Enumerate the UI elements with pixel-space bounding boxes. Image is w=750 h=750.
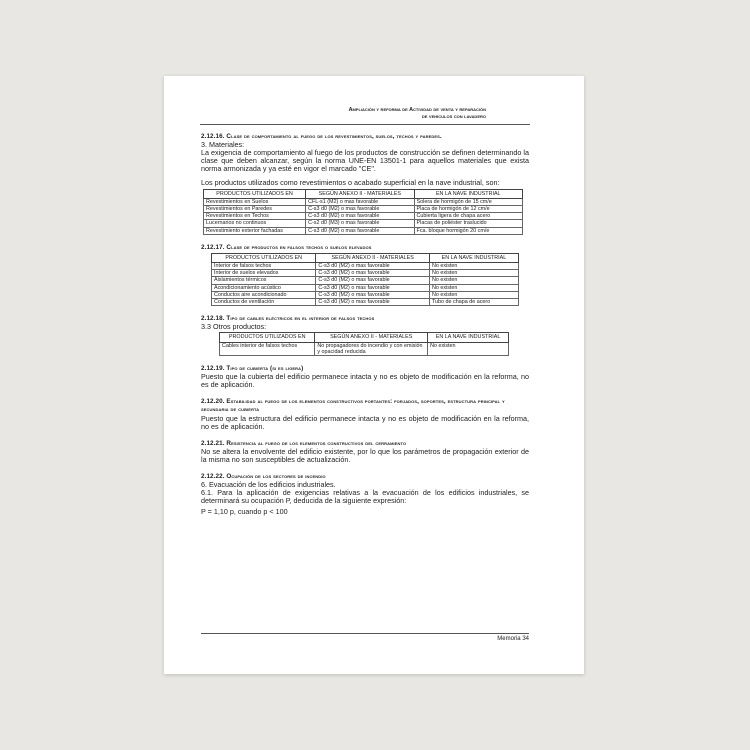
table-cell: Acondicionamiento acústico: [212, 284, 316, 291]
section-title: Tipo de cubierta (si es ligera): [226, 365, 304, 373]
section-number: 2.12.22.: [201, 473, 225, 481]
table-cell: CFL-s1 (M2) o mas favorable: [306, 198, 414, 205]
section-number: 2.12.16.: [201, 133, 225, 140]
table-cell: No existen: [429, 270, 518, 277]
table-row: [204, 220, 523, 227]
table-cell: C-s3 d0 (M2) o mas favorable: [316, 270, 430, 277]
paragraph: Puesto que la estructura del edificio permanece intacta y no es objeto de modificación en la reforma, no es de aplicación.: [201, 413, 529, 431]
table-cell: C-s3 d0 (M2) o mas favorable: [306, 227, 414, 234]
section-heading-2-12-17: [201, 244, 529, 252]
paragraph: La exigencia de comportamiento al fuego de los productos de construcción se definen determinando la clase que deben alcanzar, según la norma UNE-EN 13501-1 para aquellos materiales que exista norma armonizada y ya esté en vigor el marcado "CE".: [201, 148, 529, 174]
table-cell: No existen: [428, 342, 509, 355]
table-cell: C-s3 d0 (M2) o mas favorable: [306, 205, 414, 212]
table-cell: C-s3 d0 (M2) o mas favorable: [316, 291, 430, 298]
column-header: SEGÚN ANEXO II - MATERIALES: [306, 189, 414, 198]
section-title: Clase de comportamiento al fuego de los revestimientos, suelos, techos y paredes.: [226, 133, 442, 140]
table-row: [212, 291, 519, 298]
table-cell: C-s3 d0 (M2) o mas favorable: [316, 277, 430, 284]
header-line-1: Ampliación y reforma de Actividad de venta y reparación: [348, 107, 486, 113]
footer-divider: [201, 633, 529, 634]
header-line-2: de vehículos con lavadero: [421, 114, 486, 120]
page-content: [201, 128, 529, 517]
column-header: PRODUCTOS UTILIZADOS EN: [220, 333, 315, 342]
column-header: EN LA NAVE INDUSTRIAL: [414, 189, 522, 198]
footer-label: Memoria: [497, 636, 521, 642]
table-row: [204, 205, 523, 212]
materials-table: [203, 189, 523, 235]
table-cell: Revestimientos en Techos: [204, 213, 306, 220]
subheading: 3.3 Otros productos:: [201, 322, 267, 332]
section-heading-2-12-20: [201, 398, 529, 414]
false-ceilings-table: [211, 253, 519, 306]
table-cell: Tubo de chapa de acero: [429, 299, 518, 306]
paragraph: Puesto que la cubierta del edificio permanece intacta y no es objeto de modificación en la reforma, no es de aplicación.: [201, 372, 529, 390]
section-number: 2.12.18.: [201, 315, 225, 323]
table-cell: Interior de falsos techos: [212, 263, 316, 270]
table-cell: Cables interior de falsos techos: [220, 342, 315, 355]
table-cell: No existen: [429, 284, 518, 291]
table-row: [212, 284, 519, 291]
table-cell: Placa de hormigón de 12 cm/e: [414, 205, 522, 212]
section-number: 2.12.21.: [201, 439, 225, 447]
table-row: [212, 299, 519, 306]
table-row: [212, 270, 519, 277]
cables-table: [219, 332, 509, 356]
table-cell: Interior de suelos elevados: [212, 270, 316, 277]
table-cell: No propagadores do incendio y con emisión y opacidad reducida: [315, 342, 428, 355]
paragraph: 6.1. Para la aplicación de exigencias relativas a la evacuación de los edificios industriales, se determinará su ocupación P, deducida de la siguiente expresión:: [201, 488, 529, 506]
subheading: 3. Materiales:: [201, 140, 245, 150]
table-cell: C-s3 d0 (M2) o mas favorable: [306, 213, 414, 220]
column-header: PRODUCTOS UTILIZADOS EN: [212, 253, 316, 262]
column-header: EN LA NAVE INDUSTRIAL: [428, 333, 509, 342]
section-title: Estabilidad al fuego de los elementos constructivos portantes: forjados, soportes, estructura principal y secundaria de cubierta: [201, 398, 505, 414]
table-cell: Conductos de ventilación: [212, 299, 316, 306]
formula: P = 1,10 p, cuando p < 100: [201, 507, 288, 517]
section-title: Tipo de cables eléctricos en el interior de falsos techos: [226, 315, 375, 323]
table-cell: Conductos aire acondicionado: [212, 291, 316, 298]
table-cell: Lucernarios no continuos: [204, 220, 306, 227]
column-header: PRODUCTOS UTILIZADOS EN: [204, 189, 306, 198]
table-cell: Revestimientos en Suelos: [204, 198, 306, 205]
page-footer: [470, 636, 529, 642]
section-title: Ocupación de los sectores de incendio: [226, 473, 326, 481]
column-header: SEGÚN ANEXO II - MATERIALES: [316, 253, 430, 262]
table-row: [220, 342, 509, 355]
header-divider: [200, 124, 530, 125]
section-number: 2.12.17.: [201, 243, 225, 251]
table-cell: Revestimiento exterior fachadas: [204, 227, 306, 234]
column-header: SEGÚN ANEXO II - MATERIALES: [315, 333, 428, 342]
table-cell: C-s3 d0 (M2) o mas favorable: [316, 263, 430, 270]
table-cell: Cubierta ligera de chapa acero: [414, 213, 522, 220]
table-row: [212, 277, 519, 284]
table-cell: Aislamientos térmicos: [212, 277, 316, 284]
table-cell: Fca. bloque hormigón 20 cm/e: [414, 227, 522, 234]
table-row: [204, 227, 523, 234]
section-number: 2.12.19.: [201, 365, 225, 373]
paragraph: Los productos utilizados como revestimientos o acabado superficial en la nave industrial, son:: [201, 178, 500, 188]
table-cell: Placas de poliéster traslucido: [414, 220, 522, 227]
section-heading-2-12-16: [201, 133, 529, 141]
table-cell: Solera de hormigón de 15 cm/e: [414, 198, 522, 205]
paragraph: 6. Evacuación de los edificios industriales.: [201, 480, 336, 490]
page-header: [210, 107, 486, 121]
column-header: EN LA NAVE INDUSTRIAL: [429, 253, 518, 262]
table-row: [212, 263, 519, 270]
table-cell: Revestimientos en Paredes: [204, 205, 306, 212]
paragraph: No se altera la envolvente del edificio existente, por lo que los parámetros de propagación exterior de la misma no son susceptibles de actualización.: [201, 446, 529, 464]
table-cell: C-s3 d0 (M2) o mas favorable: [316, 299, 430, 306]
table-row: [204, 198, 523, 205]
table-cell: C-s3 d0 (M2) o mas favorable: [316, 284, 430, 291]
section-title: Resistencia al fuego de los elementos constructivos del cerramiento: [226, 439, 407, 447]
table-cell: No existen: [429, 277, 518, 284]
section-number: 2.12.20.: [201, 398, 225, 406]
section-title: Clase de productos en falsos techos o suelos elevados: [226, 243, 372, 251]
table-cell: No existen: [429, 263, 518, 270]
page-number: 34: [522, 636, 529, 642]
table-cell: No existen: [429, 291, 518, 298]
table-cell: C-s2 d0 (M3) o mas favorable: [306, 220, 414, 227]
table-row: [204, 213, 523, 220]
